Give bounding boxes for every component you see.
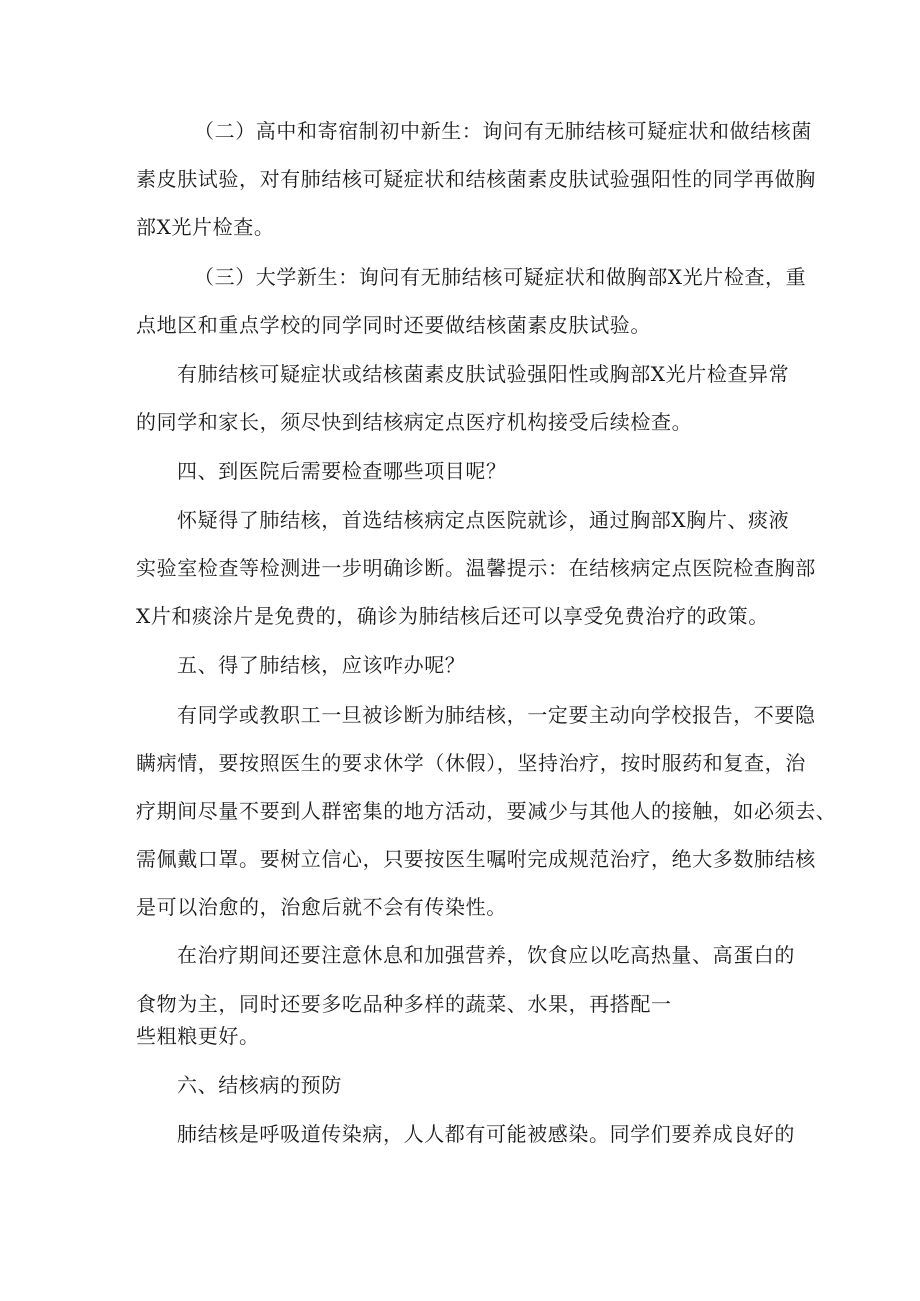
paragraph-line: 需佩戴口罩。要树立信心，只要按医生嘱咐完成规范治疗，绝大多数肺结核 — [136, 847, 816, 871]
paragraph-line: 点地区和重点学校的同学同时还要做结核菌素皮肤试验。 — [136, 313, 651, 337]
paragraph-line: 部X光片检查。 — [136, 215, 275, 239]
paragraph-line: X片和痰涂片是免费的，确诊为肺结核后还可以享受免费治疗的政策。 — [136, 604, 769, 628]
paragraph-line: 些粗粮更好。 — [136, 1024, 260, 1048]
paragraph-line: （二）高中和寄宿制初中新生：询问有无肺结核可疑症状和做结核菌 — [194, 119, 812, 143]
paragraph-line: 素皮肤试验，对有肺结核可疑症状和结核菌素皮肤试验强阳性的同学再做胸 — [136, 167, 816, 191]
paragraph-line: 有同学或教职工一旦被诊断为肺结核，一定要主动向学校报告，不要隐 — [177, 703, 816, 727]
paragraph-line: 食物为主，同时还要多吃品种多样的蔬菜、水果，再搭配一 — [136, 992, 672, 1016]
paragraph-line: 怀疑得了肺结核，首选结核病定点医院就诊，通过胸部X胸片、痰液 — [177, 508, 790, 532]
section-heading: 四、到医院后需要检查哪些项目呢？ — [177, 459, 507, 483]
paragraph-line: （三）大学新生：询问有无肺结核可疑症状和做胸部X光片检查，重 — [194, 265, 807, 289]
paragraph-line: 有肺结核可疑症状或结核菌素皮肤试验强阳性或胸部X光片检查异常 — [177, 362, 790, 386]
paragraph-line: 的同学和家长，须尽快到结核病定点医疗机构接受后续检查。 — [136, 410, 693, 434]
paragraph-line: 在治疗期间还要注意休息和加强营养，饮食应以吃高热量、高蛋白的 — [177, 943, 795, 967]
section-heading: 六、结核病的预防 — [177, 1073, 342, 1097]
paragraph-line: 肺结核是呼吸道传染病，人人都有可能被感染。同学们要养成良好的 — [177, 1122, 795, 1146]
paragraph-line: 是可以治愈的，治愈后就不会有传染性。 — [136, 895, 507, 919]
paragraph-line: 实验室检查等检测进一步明确诊断。温馨提示：在结核病定点医院检查胸部 — [136, 556, 816, 580]
paragraph-line: 瞒病情，要按照医生的要求休学（休假），坚持治疗，按时服药和复查，治 — [136, 751, 806, 775]
section-heading: 五、得了肺结核，应该咋办呢？ — [177, 653, 466, 677]
paragraph-line: 疗期间尽量不要到人群密集的地方活动，要减少与其他人的接触，如必须去、 — [136, 799, 837, 823]
